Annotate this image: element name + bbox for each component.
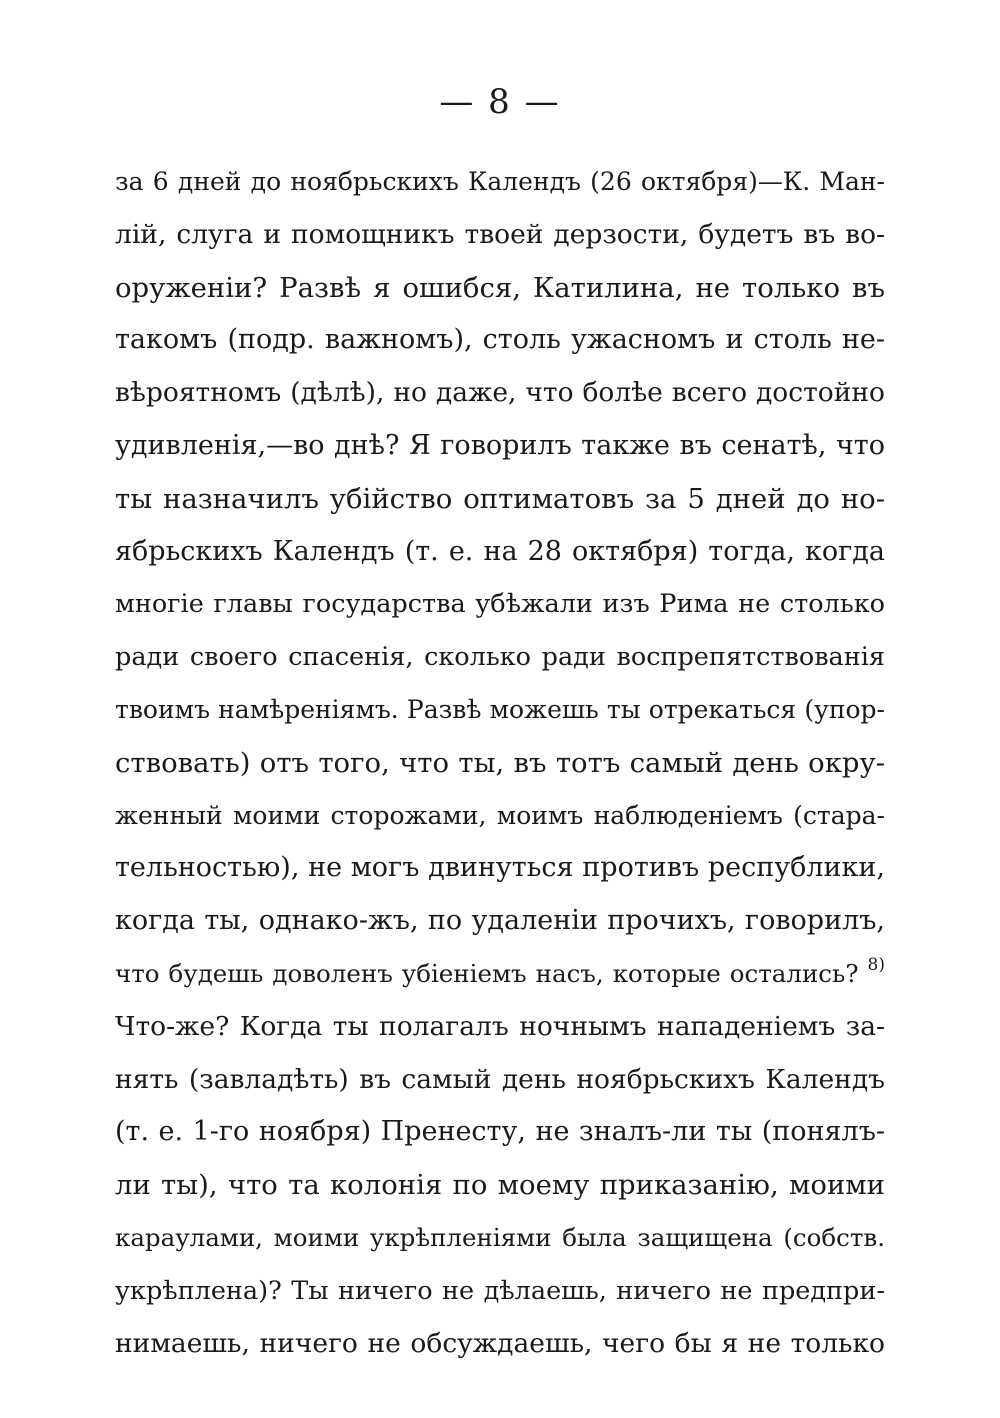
text-line: ли ты), что та колонія по моему приказанію, моими [115,1169,885,1202]
text-line-with-footnote [115,948,885,1001]
text-line: твоимъ намѣреніямъ. Развѣ можешь ты отрекаться (упор- [115,694,885,724]
text-line: вѣроятномъ (дѣлѣ), но даже, что болѣе всего достойно [115,377,885,409]
text-line: такомъ (подр. важномъ), столь ужасномъ и столь не- [115,324,885,356]
text-line: ябрьскихъ Календъ (т. е. на 28 октября) тогда, когда [115,535,885,567]
text-line: Что-же? Когда ты полагалъ ночнымъ нападеніемъ за- [115,1010,885,1042]
text-line-content: что будешь доволенъ убіеніемъ насъ, которые остались? [115,958,859,988]
text-line: ствовать) отъ того, что ты, въ тотъ самый день окру- [115,746,885,779]
text-line: караулами, моими укрѣпленіями была защищена (собств. [115,1222,885,1252]
text-line: нимаешь, ничего не обсуждаешь, чего бы я не только [115,1327,885,1359]
text-line: удивленія,—во днѣ? Я говорилъ также въ сенатѣ, что [115,429,885,461]
text-line: ради своего спасенія, сколько ради воспрепятствованія [115,642,885,673]
text-line: лій, слуга и помощникъ твоей дерзости, будетъ въ во- [115,218,885,250]
text-line: нять (завладѣть) въ самый день ноябрьскихъ Календъ [115,1063,885,1095]
text-line: тельностью), не могъ двинуться противъ республики, [115,852,885,884]
text-line: когда ты, однако-жъ, по удаленіи прочихъ, говорилъ, [115,905,885,937]
text-line: женный моими сторожами, моимъ наблюденіемъ (стара- [115,800,885,830]
footnote-marker: 8) [867,954,885,975]
text-line: оруженіи? Развѣ я ошибся, Катилина, не только въ [115,271,885,304]
text-line: (т. е. 1-го ноября) Пренесту, не зналъ-ли ты (понялъ- [115,1116,885,1148]
text-line: укрѣплена)? Ты ничего не дѣлаешь, ничего не предпри- [115,1275,885,1306]
body-text [115,156,885,1370]
page-number: — 8 — [439,82,561,122]
text-line: за 6 дней до ноябрьскихъ Календъ (26 октября)—К. Ман- [115,167,885,196]
text-line: ты назначилъ убійство оптиматовъ за 5 дней до но- [115,482,885,515]
text-line: многіе главы государства убѣжали изъ Рима не столько [115,589,885,620]
